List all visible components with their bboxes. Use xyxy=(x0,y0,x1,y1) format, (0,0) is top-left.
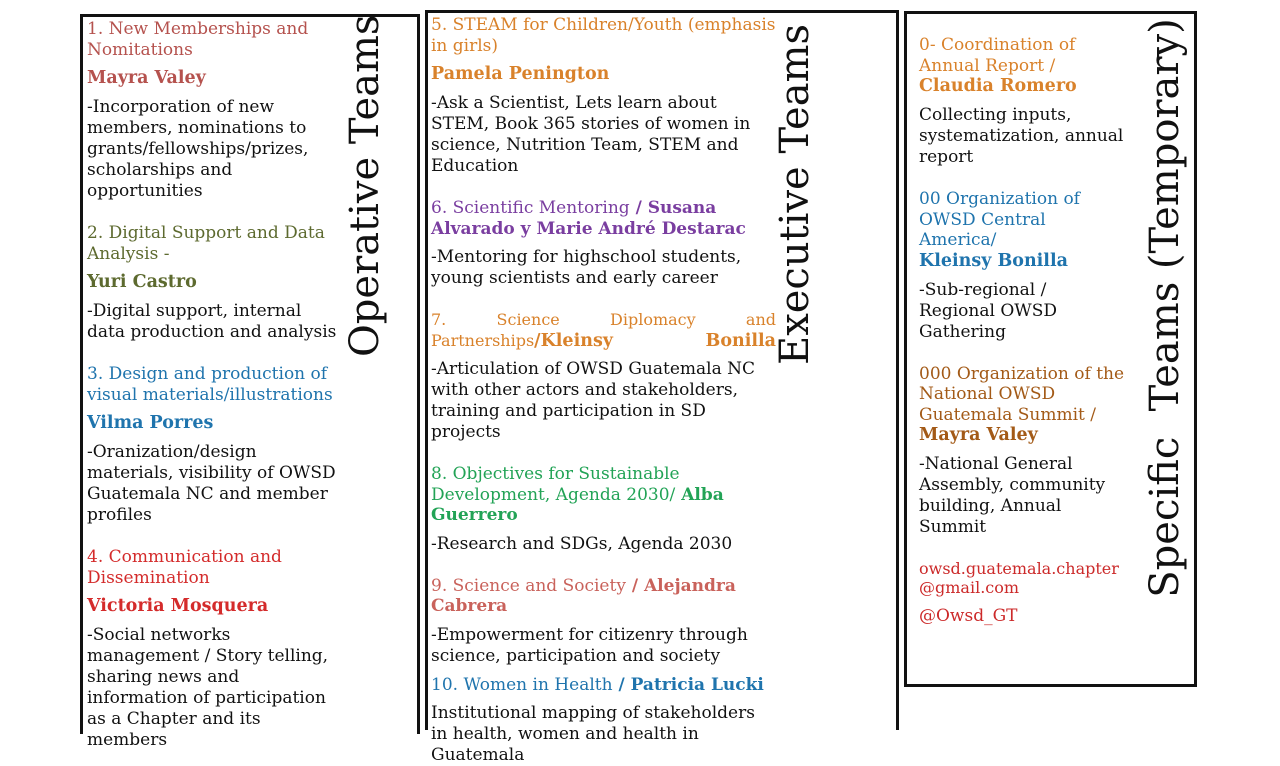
team-7-lead: Kleinsy Bonilla xyxy=(541,331,776,351)
specific-teams-label: Specific Teams (Temporary) xyxy=(1142,18,1188,598)
team-9-heading xyxy=(431,576,776,617)
team-7-title: 7. Science Diplomacy and Partnerships xyxy=(431,310,776,350)
social-handle-link[interactable]: @Owsd_GT xyxy=(919,606,1127,627)
executive-teams-content xyxy=(431,15,776,766)
operative-teams-content xyxy=(87,19,337,751)
team-8-title: 8. Objectives for Sustainable Development, Agenda 2030/ xyxy=(431,464,680,505)
executive-teams-panel xyxy=(425,10,899,730)
team-8-desc: -Research and SDGs, Agenda 2030 xyxy=(431,534,776,555)
team-2-title: 2. Digital Support and Data Analysis - xyxy=(87,223,337,264)
team-4-lead: Victoria Mosquera xyxy=(87,596,337,617)
team-6-heading xyxy=(431,198,776,239)
team-8-heading xyxy=(431,464,776,526)
team-9-desc: -Empowerment for citizenry through science, participation and society xyxy=(431,625,776,667)
team-section-3 xyxy=(87,364,337,526)
team-section-6 xyxy=(431,198,776,289)
team-section-9 xyxy=(431,576,776,667)
team-7-heading xyxy=(431,310,776,351)
team-8-lead: Alba Guerrero xyxy=(431,485,724,526)
contact-block xyxy=(919,559,1127,627)
team-2-lead: Yuri Castro xyxy=(87,272,337,293)
team-0-title: 0- Coordination of Annual Report / xyxy=(919,35,1127,76)
team-7-desc: -Articulation of OWSD Guatemala NC with other actors and stakeholders, training and participation in SD projects xyxy=(431,359,776,443)
team-6-separator: / xyxy=(630,198,648,218)
team-5-lead: Pamela Penington xyxy=(431,64,776,85)
team-9-separator: / xyxy=(626,576,644,596)
team-6-lead: Susana Alvarado y Marie André Destarac xyxy=(431,198,746,239)
team-1-desc: -Incorporation of new members, nominations to grants/fellowships/prizes, scholarships and opportunities xyxy=(87,97,337,202)
team-6-title: 6. Scientific Mentoring xyxy=(431,198,630,218)
team-section-10 xyxy=(431,675,776,766)
team-7-separator: / xyxy=(534,331,540,351)
team-0-desc: Collecting inputs, systematization, annual report xyxy=(919,105,1127,168)
team-000-desc: -National General Assembly, community building, Annual Summit xyxy=(919,454,1127,538)
team-10-heading xyxy=(431,675,776,696)
team-section-8 xyxy=(431,464,776,555)
team-3-title: 3. Design and production of visual materials/illustrations xyxy=(87,364,337,405)
team-3-desc: -Oranization/design materials, visibility of OWSD Guatemala NC and member profiles xyxy=(87,442,337,526)
team-9-lead: Alejandra Cabrera xyxy=(431,576,736,617)
team-00-desc: -Sub-regional / Regional OWSD Gathering xyxy=(919,280,1127,343)
team-10-title: 10. Women in Health xyxy=(431,675,613,695)
team-00-title: 00 Organization of OWSD Central America/ xyxy=(919,189,1127,251)
executive-teams-label: Executive Teams xyxy=(772,25,818,365)
team-4-desc: -Social networks management / Story telling, sharing news and information of participation as a Chapter and its members xyxy=(87,625,337,751)
team-10-separator: / xyxy=(613,675,631,695)
team-1-lead: Mayra Valey xyxy=(87,68,337,89)
team-6-desc: -Mentoring for highschool students, young scientists and early career xyxy=(431,247,776,289)
team-section-0 xyxy=(919,35,1127,168)
team-section-1 xyxy=(87,19,337,202)
team-9-title: 9. Science and Society xyxy=(431,576,626,596)
team-0-lead: Claudia Romero xyxy=(919,76,1127,97)
team-1-title: 1. New Memberships and Nomitations xyxy=(87,19,337,60)
team-section-000 xyxy=(919,364,1127,539)
team-10-lead: Patricia Lucki xyxy=(631,675,764,695)
team-5-title: 5. STEAM for Children/Youth (emphasis in girls) xyxy=(431,15,776,56)
team-000-lead: Mayra Valey xyxy=(919,425,1127,446)
team-section-2 xyxy=(87,223,337,343)
team-000-title: 000 Organization of the National OWSD Guatemala Summit / xyxy=(919,364,1127,426)
team-4-title: 4. Communication and Dissemination xyxy=(87,547,337,588)
team-10-desc: Institutional mapping of stakeholders in health, women and health in Guatemala xyxy=(431,703,776,766)
team-section-00 xyxy=(919,189,1127,343)
team-section-7 xyxy=(431,310,776,443)
team-3-lead: Vilma Porres xyxy=(87,413,337,434)
team-00-lead: Kleinsy Bonilla xyxy=(919,251,1127,272)
team-section-5 xyxy=(431,15,776,177)
team-5-desc: -Ask a Scientist, Lets learn about STEM, Book 365 stories of women in science, Nutrition Team, STEM and Education xyxy=(431,93,776,177)
team-section-4 xyxy=(87,547,337,751)
contact-email-link[interactable]: owsd.guatemala.chapter @gmail.com xyxy=(919,559,1127,597)
team-2-desc: -Digital support, internal data production and analysis xyxy=(87,301,337,343)
specific-teams-content xyxy=(919,35,1127,627)
operative-teams-label: Operative Teams xyxy=(342,37,388,357)
